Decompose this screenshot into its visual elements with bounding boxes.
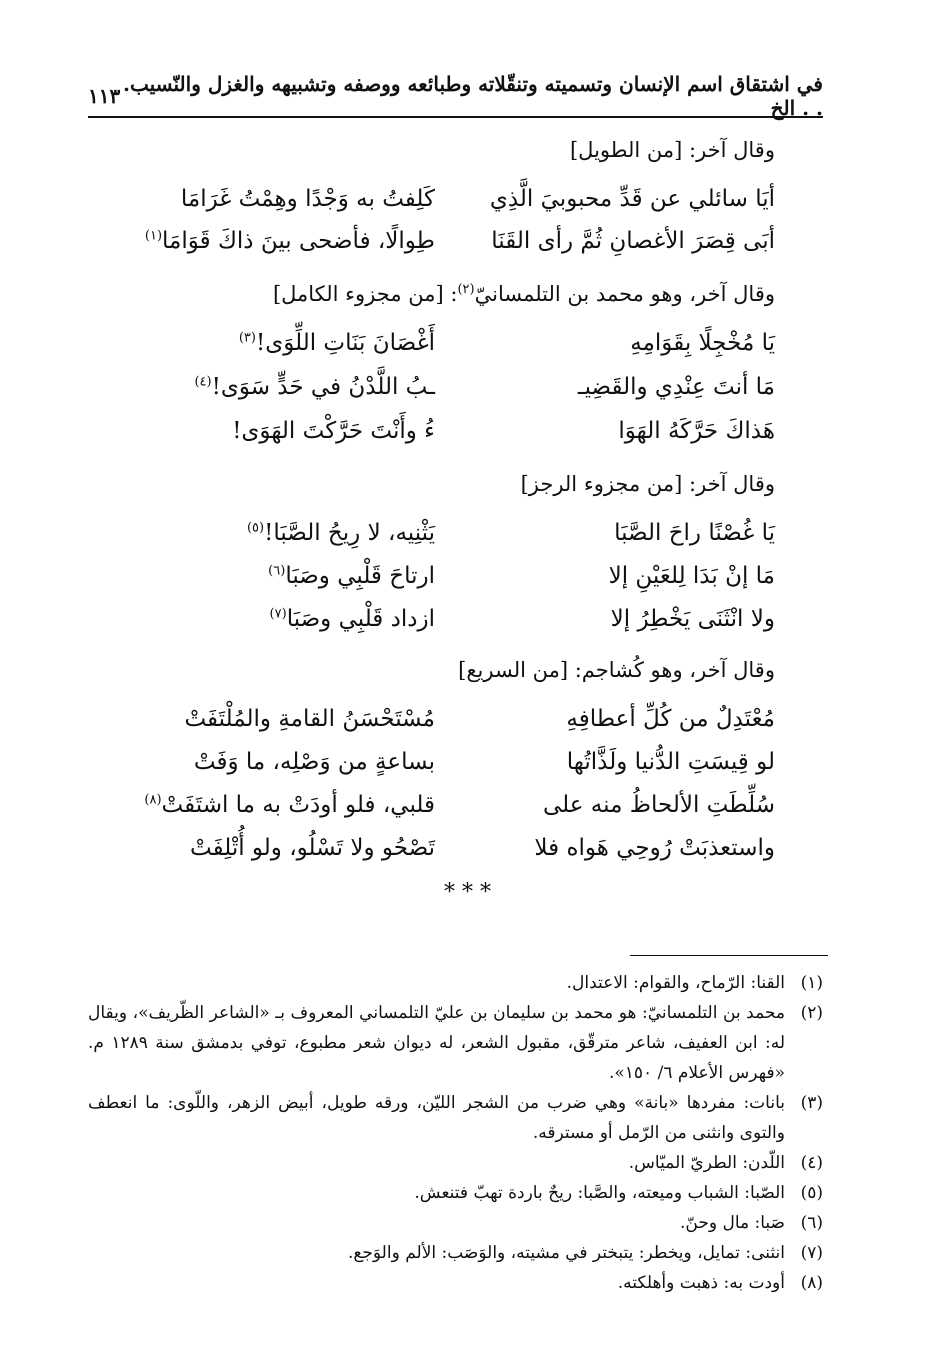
verse-first-hemistich: مَا إنْ بَدَا لِلعَيْنِ إلا [608,563,775,589]
hemistich-text: بساعةٍ من وَصْلِه، ما وَفَتْ [193,749,435,775]
verse-first-hemistich: مَا أنتَ عِنْدِي والقَضِيـ [577,374,775,400]
footnote-marker: (٢) [457,282,475,297]
verse-line [135,520,775,560]
page-number: ١١٣ [88,84,121,108]
footnote-marker: (٥) [246,520,265,536]
hemistich-text: ـبُ اللَّدْنُ في حَدٍّ سَوَى! [211,374,435,400]
verse-first-hemistich: هَذاكَ حَرَّكَهُ الهَوَا [618,418,775,444]
footnote-number: (٨) [800,1273,823,1293]
verse-first-hemistich: ولا انْثَنَى يَخْطِرُ إلا [610,606,775,632]
verse-line [135,228,775,268]
verse-line [135,606,775,646]
footnote-marker: (١) [144,228,163,244]
verse-second-hemistich [135,792,435,818]
intro-text: وقال آخر: [من الطويل] [569,138,775,162]
section-intro [521,472,775,496]
verse-second-hemistich [135,520,435,546]
intro-text: وقال آخر: [من مجزوء الرجز] [520,472,775,496]
intro-text: وقال آخر، وهو محمد بن التلمسانيّ [474,282,775,306]
hemistich-text: ارتاحَ قَلْبِي وصَبَا [285,563,435,589]
footnote-text: بانات: مفردها «بانة» وهي ضرب من الشجر الليّن، ورقه طويل، أبيض الزهر، واللّوى: ما انعطف والتوى وانثنى من الرّمل أو مسترقه. [88,1093,785,1143]
footnote [88,1088,823,1148]
verse-first-hemistich: يَا مُخْجِلًا بِقَوَامِهِ [630,330,775,356]
verse-second-hemistich [135,374,435,400]
footnote-text: القنا: الرّماح، والقوام: الاعتدال. [566,973,785,993]
footnote-number: (٥) [800,1183,823,1203]
hemistich-text: مُسْتَحْسَنُ القامةِ والمُلْتَفَتْ [184,706,435,732]
verse-first-hemistich: سُلِّطَتِ الألحاظُ منه على [542,792,775,818]
footnote [88,1178,823,1208]
verse-first-hemistich: مُعْتَدِلٌ من كُلِّ أعطافِهِ [566,706,775,732]
footnote-marker: (٦) [268,563,286,579]
hemistich-text: تَصْحُو ولا تَسْلُو، ولو أُتْلِفَتْ [189,835,435,861]
footnote [88,968,823,998]
footnote-text: اللّدن: الطريّ الميّاس. [628,1153,785,1173]
header-title: في اشتقاق اسم الإنسان وتسميته وتنقّلاته وطبائعه ووصفه وتشبيهه والغزل والنّسيب. . . الخ [123,72,823,120]
section-intro [458,658,775,682]
footnotes [88,968,823,1298]
verse-line [135,374,775,414]
intro-text: وقال آخر، وهو كُشاجم: [من السريع] [458,658,775,682]
verse-line [135,835,775,875]
verse-line [135,706,775,746]
verse-second-hemistich [135,563,435,589]
verse-first-hemistich: أبَى قِصَرَ الأغصانِ ثُمَّ رأى القَنَا [491,228,775,254]
section-intro [273,282,775,306]
footnote-rule [630,955,828,956]
hemistich-text: طِوالًا، فأضحى بينَ ذاكَ قَوَامَا [162,228,435,254]
footnote-marker: (٤) [194,374,212,390]
footnote-text: صَبا: مال وحنّ. [680,1213,785,1233]
footnote-marker: (٣) [238,330,256,346]
footnote [88,1268,823,1298]
verse-first-hemistich: واستعذبَتْ رُوحِي هَواه فلا [534,835,775,861]
footnote [88,1148,823,1178]
footnote-number: (٢) [800,1003,823,1023]
verse-line [135,563,775,603]
footnote-number: (٧) [800,1243,823,1263]
section-separator: * * * [444,880,491,905]
hemistich-text: يَثْنِيه، لا رِيحُ الصَّبَا! [264,520,435,546]
intro-meter: : [من مجزوء الكامل] [272,282,458,306]
verse-second-hemistich [135,228,435,254]
running-header [88,72,823,120]
section-intro [570,138,775,162]
footnote-text: الصّبا: الشباب وميعته، والصَّبا: ريحٌ باردة تهبّ فتنعش. [414,1183,785,1203]
hemistich-text: ءُ وأَنْتَ حَرَّكْتَ الهَوَى! [232,418,435,444]
verse-line [135,749,775,789]
verse-line [135,330,775,370]
verse-line [135,792,775,832]
verse-first-hemistich: أيَا سائلي عن قَدِّ محبوبيَ الَّذِي [489,186,775,212]
footnote-number: (٤) [800,1153,823,1173]
footnote-text: محمد بن التلمسانيّ: هو محمد بن سليمان بن عليّ التلمساني المعروف بـ «الشاعر الظّريف»، ويقال له: ابن العفيف، شاعر مترقّق، مقبول الشعر، له ديوان شعر مطبوع، توفي بدمشق سنة ١٢٨٩ م. «فهرس الأعلام ٦/ ١٥٠». [88,1003,785,1083]
verse-line [135,418,775,458]
footnote-number: (٦) [800,1213,823,1233]
hemistich-text: قلبي، فلو أودَتْ به ما اشتَفَتْ [161,792,435,818]
footnote [88,1238,823,1268]
footnote-number: (٣) [800,1093,823,1113]
verse-second-hemistich [135,330,435,356]
verse-second-hemistich [135,706,435,732]
header-rule [88,116,823,118]
footnote [88,998,823,1088]
footnote [88,1208,823,1238]
hemistich-text: كَلِفتُ به وَجْدًا وهِمْتُ غَرَامَا [180,186,435,212]
verse-second-hemistich [135,749,435,775]
verse-first-hemistich: يَا غُصْنًا راحَ الصَّبَا [614,520,775,546]
footnote-number: (١) [800,973,823,993]
verse-second-hemistich [135,835,435,861]
footnote-text: أودت به: ذهبت وأهلكته. [617,1273,785,1293]
verse-second-hemistich [135,418,435,444]
hemistich-text: ازداد قَلْبِي وصَبَا [286,606,435,632]
footnote-marker: (٧) [269,606,287,622]
footnote-text: انثنى: تمايل، ويخطر: يتبختر في مشيته، والوَصَب: الألم والوَجع. [347,1243,785,1263]
verse-first-hemistich: لو قِيسَتِ الدُّنيا ولَذَّاتُها [566,749,775,775]
footnote-marker: (٨) [144,792,162,808]
verse-second-hemistich [135,606,435,632]
verse-line [135,186,775,226]
hemistich-text: أَغْصَانَ بَنَاتِ اللِّوَى! [255,330,435,356]
verse-second-hemistich [135,186,435,212]
